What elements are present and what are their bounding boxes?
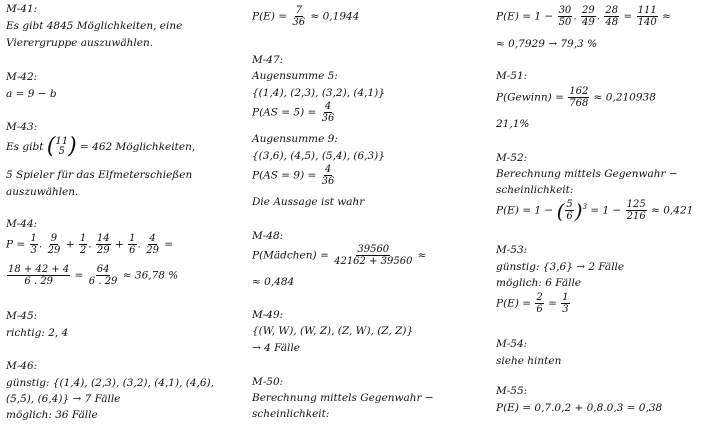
m51-p: P(Gewinn) = (496, 91, 564, 104)
m55-heading: M-55: (496, 385, 528, 397)
m53-text-line2: möglich: 6 Fälle (496, 277, 582, 289)
m54-heading: M-54: (496, 338, 528, 350)
m47-text-line4: {(3,6), (4,5), (5,4), (6,3)} (252, 150, 385, 162)
m52-frac-num: 5 (566, 199, 573, 210)
m44-frac6: $\frac{4}{29}$ (146, 233, 159, 256)
m47-frac1: $\frac{4}{36}$ (321, 101, 335, 124)
m49-text-line2: → 4 Fälle (252, 342, 300, 354)
m44-frac4: $\frac{14}{29}$ (96, 233, 110, 256)
m48-p: P(Mädchen) = (252, 249, 329, 262)
m41-text-line2: Vierergruppe auszuwählen. (6, 37, 154, 49)
m53-frac1: $\frac{2}{6}$ (536, 292, 543, 315)
m48-approx: ≈ (417, 249, 427, 262)
m52-frac2: $\frac{125}{216}$ (626, 199, 646, 222)
m42-heading: M-42: (6, 71, 38, 83)
m52-heading: M-52: (496, 152, 528, 164)
m53-eq: = (548, 297, 557, 310)
m50-heading: M-50: (252, 376, 284, 388)
m52-p: P(E) = 1 − (496, 204, 554, 217)
m47-p1: P(AS = 5) = (252, 106, 317, 119)
m43-binomial-line (6, 136, 195, 158)
m53-frac2: $\frac{1}{3}$ (562, 292, 569, 315)
col3-frac1: $\frac{30}{50}$ (558, 5, 572, 28)
m44-frac8: $\frac{64}{6 . 29}$ (88, 264, 118, 287)
m51-formula (496, 86, 656, 109)
m46-text-line3: möglich: 36 Fälle (6, 409, 98, 421)
m44-plus2: + (114, 238, 124, 251)
m44-plus1: + (65, 238, 75, 251)
binom-top: 11 (55, 135, 69, 147)
m44-result: ≈ 36,78 % (122, 269, 179, 282)
m48-frac: $\frac{39560}{42162 + 39560}$ (334, 244, 413, 267)
m44-frac3: $\frac{1}{2}$ (79, 233, 87, 256)
m44-heading: M-44: (6, 218, 38, 230)
m49-heading: M-49: (252, 309, 284, 321)
col3-frac3: $\frac{28}{48}$ (605, 5, 619, 28)
m47-prob1 (252, 101, 336, 124)
m46-heading: M-46: (6, 360, 38, 372)
m47-heading: M-47: (252, 54, 284, 66)
m41-heading: M-41: (6, 3, 38, 15)
m53-heading: M-53: (496, 244, 528, 256)
m44-formula-line2 (6, 264, 178, 287)
m43-binomial: ( 11 5 ) (46, 134, 77, 159)
m44-frac7: $\frac{18 + 42 + 4}{6 . 29}$ (8, 264, 70, 287)
m51-result: ≈ 0,210938 (593, 91, 656, 104)
m52-frac-den: 6 (566, 211, 573, 222)
m51-frac: $\frac{162}{768}$ (569, 86, 589, 109)
m43-post: = 462 Möglichkeiten, (80, 141, 196, 153)
binom-bottom: 5 (58, 146, 65, 157)
m51-percent: 21,1% (496, 118, 530, 130)
m44-p: P = (6, 238, 26, 251)
m51-heading: M-51: (496, 70, 528, 82)
m47-text-line2: {(1,4), (2,3), (3,2), (4,1)} (252, 87, 385, 99)
m43-text-line3: auszuwählen. (6, 186, 79, 198)
m46-text-line1: günstig: {(1,4), (2,3), (3,2), (4,1), (4,6), (6, 377, 214, 389)
m50-text-line1: Berechnung mittels Gegenwahr − (252, 392, 434, 404)
m45-text: richtig: 2, 4 (6, 327, 69, 339)
col3-frac2: $\frac{29}{49}$ (581, 5, 595, 28)
m52-result: ≈ 0,421 (651, 204, 694, 217)
m44-frac1: $\frac{1}{3}$ (30, 233, 37, 256)
m52-formula (496, 199, 693, 222)
m47-prob2 (252, 164, 336, 187)
m55-text: P(E) = 0,7.0,2 + 0,8.0,3 = 0,38 (496, 402, 663, 414)
col2-top-formula (252, 5, 359, 28)
col2-top-result: ≈ 0,1944 (310, 10, 360, 23)
m47-text-line1: Augensumme 5: (252, 70, 338, 82)
m41-text-line1: Es gibt 4845 Möglichkeiten, eine (6, 20, 183, 32)
m49-text-line1: {(W, W), (W, Z), (Z, W), (Z, Z)} (252, 325, 414, 337)
m54-text: siehe hinten (496, 355, 562, 367)
m52-text-line1: Berechnung mittels Gegenwahr − (496, 168, 678, 180)
m46-text-line2: (5,5), (6,4)} → 7 Fälle (6, 393, 121, 405)
col3-top-pe: P(E) = 1 − (496, 10, 554, 23)
m53-p: P(E) = (496, 297, 532, 310)
m45-heading: M-45: (6, 310, 38, 322)
m44-frac5: $\frac{1}{6}$ (129, 233, 136, 256)
m53-formula (496, 292, 571, 315)
m47-text-line3: Augensumme 9: (252, 133, 338, 145)
col3-frac4: $\frac{111}{140}$ (637, 5, 657, 28)
col3-top-formula: P(E) = 1 − $\frac{30}{50}$ . $\frac{29}{49}$ . $\frac{28}{48}$ = $\frac{111}{140}$ ≈ (496, 5, 671, 28)
m47-text-line5: Die Aussage ist wahr (252, 196, 365, 208)
m44-eq1: = (164, 238, 174, 251)
col2-top-pe: P(E) = (252, 10, 288, 23)
m44-eq2: = (74, 269, 84, 282)
m43-heading: M-43: (6, 121, 38, 133)
col2-top-frac: $\frac{7}{36}$ (292, 5, 306, 28)
m48-result: ≈ 0,484 (252, 276, 295, 288)
m44-formula-line1: P = $\frac{1}{3}$ . $\frac{9}{29}$ + $\frac{1}{2}$ . $\frac{14}{29}$ + $\frac{1}{6}$ . $\frac{4}{29}$ = (6, 233, 174, 256)
m52-paren-frac: ( $\frac{5}{6}$ ) (556, 198, 583, 223)
m50-text-line2: scheinlichkeit: (252, 408, 330, 420)
col3-top-result: ≈ 0,7929 → 79,3 % (496, 38, 598, 50)
m52-exponent: 3 (582, 203, 588, 211)
m48-heading: M-48: (252, 230, 284, 242)
m43-pre: Es gibt (6, 141, 44, 153)
m48-formula (252, 244, 427, 267)
m52-text-line2: scheinlichkeit: (496, 184, 574, 196)
col3-top-eq: = (623, 10, 633, 23)
m42-text: a = 9 − b (6, 88, 57, 100)
m53-text-line1: günstig: {3,6} → 2 Fälle (496, 261, 625, 273)
m47-frac2: $\frac{4}{36}$ (321, 164, 335, 187)
m43-text-line2: 5 Spieler für das Elfmeterschießen (6, 169, 193, 181)
m44-frac2: $\frac{9}{29}$ (47, 233, 61, 256)
col3-top-approx: ≈ (662, 10, 671, 23)
m47-p2: P(AS = 9) = (252, 169, 317, 182)
m52-eq: = 1 − (590, 204, 622, 217)
